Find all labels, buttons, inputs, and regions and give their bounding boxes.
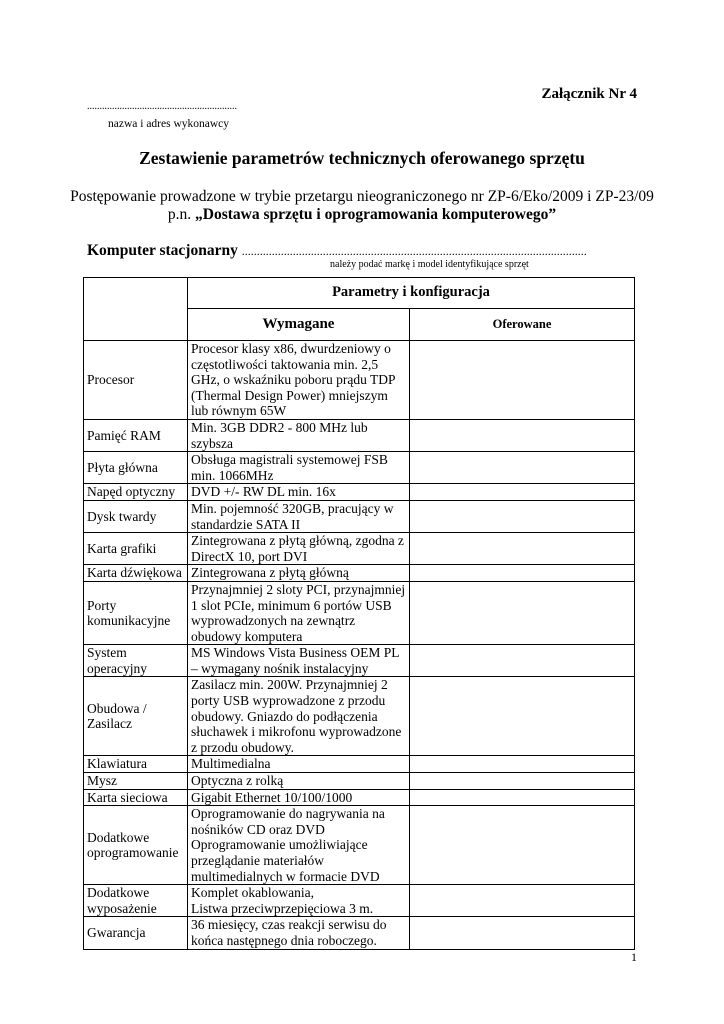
table-row [84,756,635,773]
table-row [84,484,635,501]
page-number: 1 [631,950,637,964]
contractor-label: nazwa i adres wykonawcy [108,118,230,130]
document-title: Zestawienie parametrów technicznych oferowanego sprzętu [139,148,585,168]
table-row [84,645,635,677]
attachment-number: Załącznik Nr 4 [541,86,637,102]
offered-value-field[interactable] [410,917,635,949]
procedure-line: Postępowanie prowadzone w trybie przetargu nieograniczonego nr ZP-6/Eko/2009 i ZP-23/09 [70,188,654,205]
parameter-name: Dodatkowe wyposażenie [84,885,188,917]
params-header: Parametry i konfiguracja [188,278,635,309]
computer-label: Komputer stacjonarny [87,242,238,259]
required-value: 36 miesięcy, czas reakcji serwisu do końca następnego dnia roboczego. [188,917,410,949]
parameter-name: Klawiatura [84,756,188,773]
table-row [84,533,635,565]
required-value: Oprogramowanie do nagrywania na nośników CD oraz DVD Oprogramowanie umożliwiające przeglądanie materiałów multimedialnych w formacie DVD [188,806,410,885]
offered-value-field[interactable] [410,806,635,885]
required-value: Procesor klasy x86, dwurdzeniowy o częstotliwości taktowania min. 2,5 GHz, o wskaźniku poboru prądu TDP (Thermal Design Power) mniejszym lub równym 65W [188,341,410,420]
offered-value-field[interactable] [410,500,635,532]
parameter-name: Napęd optyczny [84,484,188,501]
required-value: Min. pojemność 320GB, pracujący w standardzie SATA II [188,500,410,532]
offered-value-field[interactable] [410,677,635,756]
table-row [84,917,635,949]
table-row [84,500,635,532]
computer-line [87,242,587,260]
offered-value-field[interactable] [410,885,635,917]
table-row [84,806,635,885]
required-value: DVD +/- RW DL min. 16x [188,484,410,501]
offered-value-field[interactable] [410,565,635,582]
parameter-name: System operacyjny [84,645,188,677]
table-row [84,773,635,790]
parameter-name: Karta dźwiękowa [84,565,188,582]
required-value: Przynajmniej 2 sloty PCI, przynajmniej 1 slot PCIe, minimum 6 portów USB wyprowadzonych na zewnątrz obudowy komputera [188,581,410,644]
required-value: Min. 3GB DDR2 - 800 MHz lub szybsza [188,419,410,451]
table-row [84,789,635,806]
required-value: Multimedialna [188,756,410,773]
parameter-name: Karta grafiki [84,533,188,565]
offered-value-field[interactable] [410,645,635,677]
offered-value-field[interactable] [410,341,635,420]
offered-value-field[interactable] [410,773,635,790]
table-row [84,581,635,644]
offered-value-field[interactable] [410,756,635,773]
table-row [84,885,635,917]
table-row [84,565,635,582]
offered-value-field[interactable] [410,533,635,565]
required-value: Optyczna z rolką [188,773,410,790]
parameter-name: Gwarancja [84,917,188,949]
parameter-name: Procesor [84,341,188,420]
parameter-name: Pamięć RAM [84,419,188,451]
table-row [84,419,635,451]
spec-table [83,277,635,950]
required-value: Gigabit Ethernet 10/100/1000 [188,789,410,806]
offered-column-header: Oferowane [410,309,635,341]
computer-dotted-line: ................................................................................................................... [241,244,587,258]
required-value: Obsługa magistrali systemowej FSB min. 1066MHz [188,452,410,484]
procedure-name: „Dostawa sprzętu i oprogramowania komputerowego” [195,206,557,223]
required-value: Zasilacz min. 200W. Przynajmniej 2 porty USB wyprowadzone z przodu obudowy. Gniazdo do podłączenia słuchawek i mikrofonu wyprowadzone z przodu obudowy. [188,677,410,756]
parameter-name: Dysk twardy [84,500,188,532]
contractor-dotted-line: ............................................................ [87,101,237,112]
offered-value-field[interactable] [410,484,635,501]
parameter-name: Mysz [84,773,188,790]
table-row [84,677,635,756]
procedure-name-line [0,206,724,224]
required-value: Komplet okablowania, Listwa przeciwprzepięciowa 3 m. [188,885,410,917]
empty-corner-cell [84,278,188,341]
offered-value-field[interactable] [410,789,635,806]
required-value: Zintegrowana z płytą główną, zgodna z DirectX 10, port DVI [188,533,410,565]
required-value: Zintegrowana z płytą główną [188,565,410,582]
parameter-name: Dodatkowe oprogramowanie [84,806,188,885]
offered-value-field[interactable] [410,419,635,451]
table-row [84,452,635,484]
parameter-name: Porty komunikacyjne [84,581,188,644]
offered-value-field[interactable] [410,452,635,484]
spec-table-body [84,341,635,950]
parameter-name: Obudowa / Zasilacz [84,677,188,756]
required-column-header: Wymagane [188,309,410,341]
table-row [84,341,635,420]
required-value: MS Windows Vista Business OEM PL – wymagany nośnik instalacyjny [188,645,410,677]
parameter-name: Płyta główna [84,452,188,484]
brand-model-hint: należy podać markę i model identyfikujące sprzęt [330,259,529,270]
parameter-name: Karta sieciowa [84,789,188,806]
offered-value-field[interactable] [410,581,635,644]
procedure-prefix: p.n. [167,206,196,223]
